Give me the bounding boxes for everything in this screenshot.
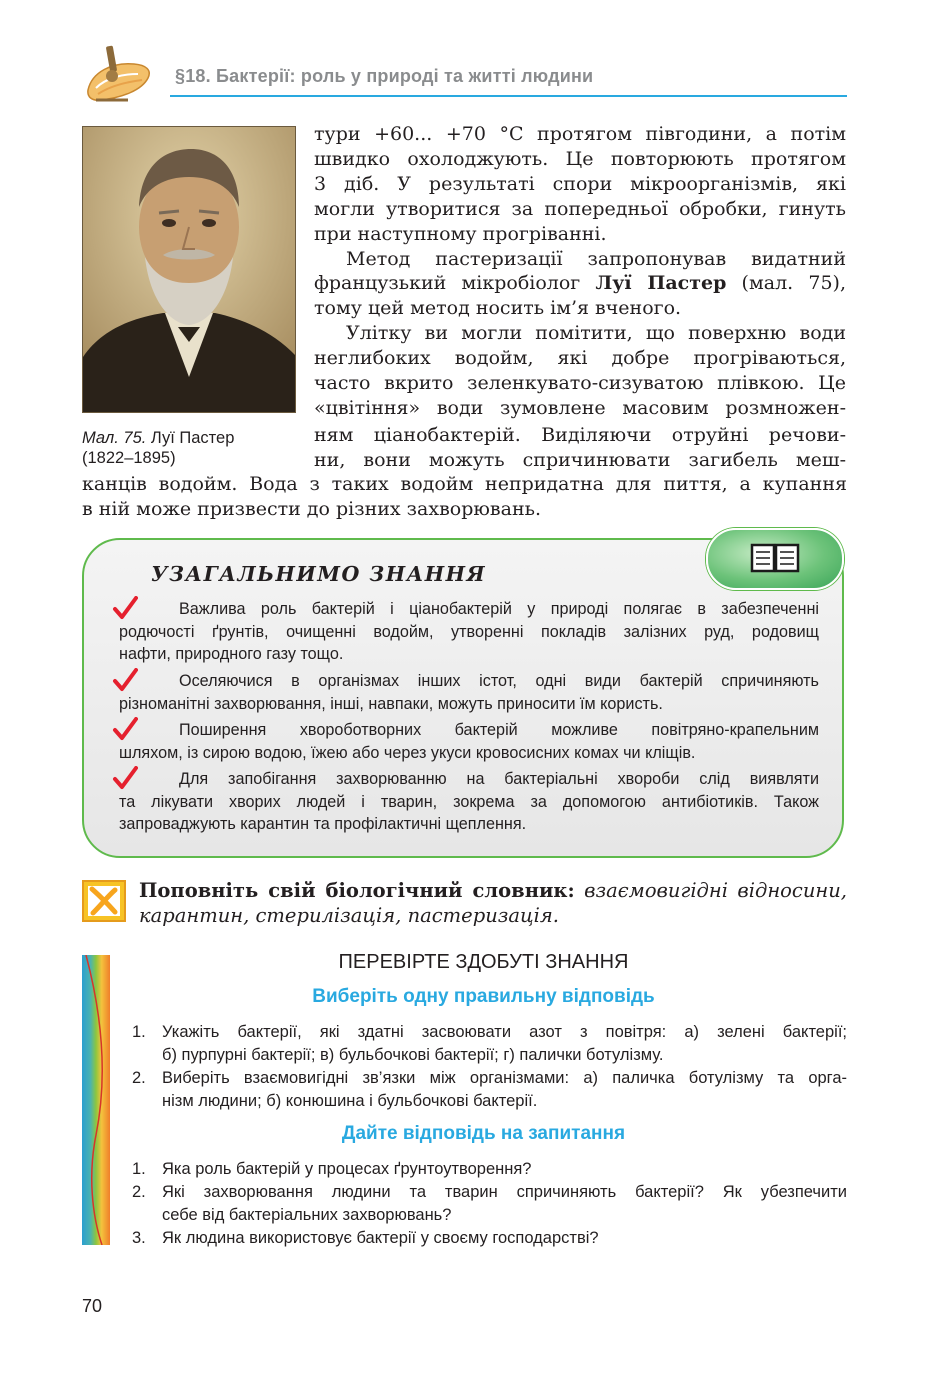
body-line: часто вкрито зеленкувато-сизуватою плівкою. Це <box>314 372 846 395</box>
question-text: Укажіть бактерії, які здатні засвоювати азот з повітря: а) зелені бактерії; б) пурпурні бактерії; в) бульбочкові бактерії; г) палички ботулізму. <box>162 1023 847 1064</box>
body-line: ни, вони можуть спричинювати загибель меш- <box>314 448 846 471</box>
open-book-icon <box>750 542 800 574</box>
body-line: могли утворитися за попередньої обробки, гинуть <box>314 197 846 220</box>
summary-title: УЗАГАЛЬНИМО ЗНАННЯ <box>151 562 487 586</box>
dictionary-terms: взаємовигідні відносини, <box>574 879 848 902</box>
body-line: французький мікробіолог Луї Пастер (мал. 75), <box>314 272 846 295</box>
body-line: 3 діб. У результаті спори мікроорганізмів, які <box>314 172 846 195</box>
header-title: §18. Бактерії: роль у природі та житті людини <box>175 66 594 86</box>
caption-name: Луї Пастер <box>146 429 235 447</box>
header-rule <box>170 95 847 97</box>
body-line: канців водойм. Вода з таких водойм непридатна для пиття, а купання <box>82 473 847 495</box>
dictionary-prompt <box>139 878 847 928</box>
body-line: швидко охолоджують. Це повторюють протягом <box>314 147 846 170</box>
body-line: тому цей метод носить ім’я вченого. <box>314 297 682 320</box>
question-text: Виберіть взаємовигідні зв’язки між організмами: а) паличка ботулізму та орга- нізм людини; б) конюшина і бульбочкові бактерії. <box>162 1069 847 1110</box>
question-text: Яка роль бактерій у процесах ґрунтоутворення? <box>162 1160 532 1178</box>
summary-tab <box>706 528 844 590</box>
body-line: неглибоких водойм, які добре прогріваються, <box>314 347 846 370</box>
body-line: ням ціанобактерій. Виділяючи отруйні речови- <box>314 424 846 446</box>
body-text-column <box>314 122 846 421</box>
question-number: 2. <box>132 1183 146 1201</box>
dictionary-terms: карантин, стерилізація, пастеризація. <box>139 904 559 927</box>
question-text: Які захворювання людини та тварин спричиняють бактерії? Як убезпечити себе від бактеріальних захворювань? <box>162 1183 847 1224</box>
body-line: Метод пастеризації запропонував видатний <box>346 247 846 270</box>
body-line: «цвітіння» води зумовлене масовим розмножен- <box>314 396 846 419</box>
summary-box <box>82 538 844 858</box>
body-line: в ній може призвести до різних захворювань. <box>82 497 541 520</box>
summary-item: Для запобігання захворюванню на бактеріальні хвороби слід виявляти та лікувати хворих людей і тварин, зокрема за допомогою антибіотиків. Також запроваджують карантин та профілактичні щеплення. <box>119 770 819 833</box>
person-name: Луї Пастер <box>595 272 727 295</box>
question-number: 3. <box>132 1229 146 1247</box>
body-text-column-narrow <box>314 423 846 473</box>
dictionary-lead: Поповніть свій біологічний словник: <box>139 879 575 902</box>
page-number: 70 <box>82 1296 103 1316</box>
question-number: 1. <box>132 1023 146 1041</box>
question-number: 1. <box>132 1160 146 1178</box>
figure-caption <box>82 428 292 468</box>
decorative-side-bar <box>82 955 110 1245</box>
body-text-full-width <box>82 472 847 522</box>
question-number: 2. <box>132 1069 146 1087</box>
portrait-photo-louis-pasteur <box>82 126 296 413</box>
caption-years: (1822–1895) <box>82 449 176 467</box>
review-title: ПЕРЕВІРТЕ ЗДОБУТІ ЗНАННЯ <box>338 951 629 973</box>
summary-item: Поширення хвороботворних бактерій можливе повітряно-крапельним шляхом, із сирою водою, їжею або через укуси кровосисних комах чи кліщів. <box>119 721 819 762</box>
choose-heading: Виберіть одну правильну відповідь <box>312 986 655 1007</box>
body-line: тури +60... +70 °С протягом півгодини, а потім <box>314 123 846 145</box>
body-line: Улітку ви могли помітити, що поверхню води <box>346 322 846 345</box>
summary-item: Оселяючися в організмах інших істот, одні види бактерій спричиняють різноманітні захворювання, інші, навпаки, можуть приносити їм користь. <box>119 672 819 713</box>
caption-label: Мал. 75. <box>82 429 147 447</box>
question-text: Як людина використовує бактерії у своєму господарстві? <box>162 1229 599 1247</box>
microscope-bookmark-icon <box>82 42 160 104</box>
page-header <box>82 40 847 102</box>
dictionary-icon <box>82 880 126 922</box>
body-line: при наступному прогріванні. <box>314 222 607 245</box>
answer-heading: Дайте відповідь на запитання <box>341 1123 626 1144</box>
summary-item: Важлива роль бактерій і ціанобактерій у природі полягає в забезпеченні родючості ґрунтів, очищенні водойм, утворенні покладів залізних руд, родовищ нафти, природного газу тощо. <box>119 600 819 663</box>
